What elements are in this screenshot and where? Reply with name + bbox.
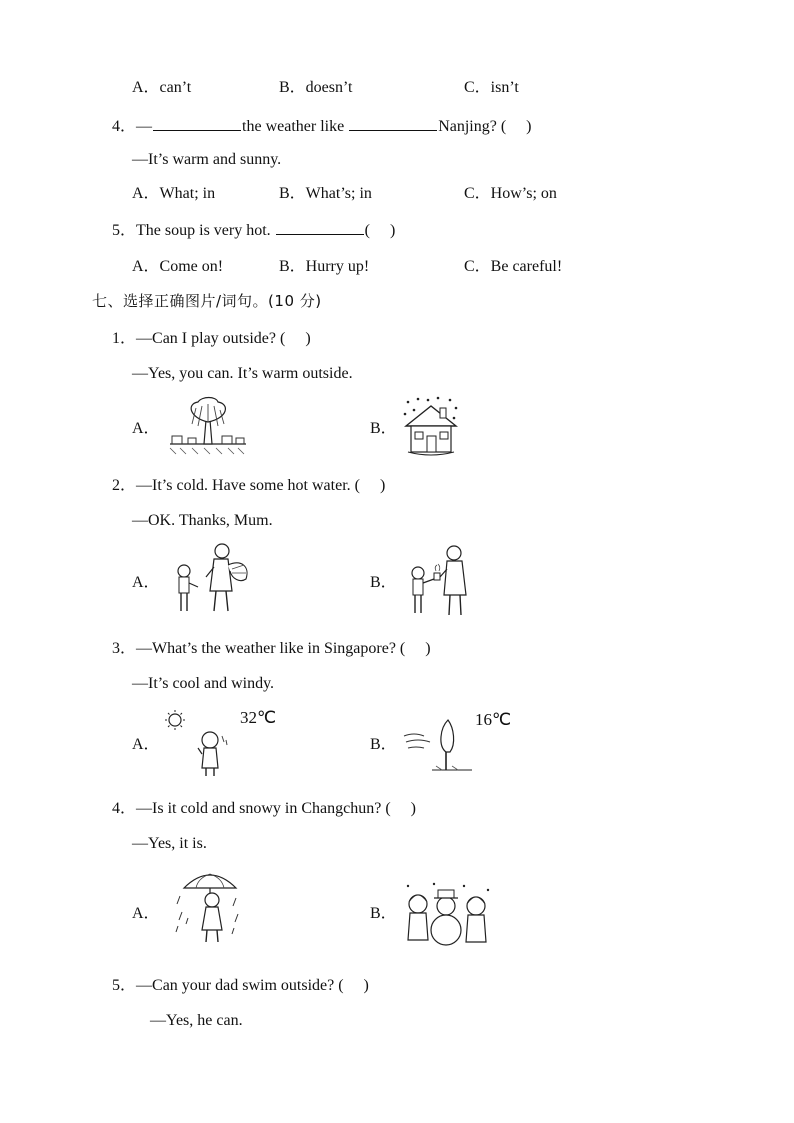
question-text: Nanjing? [438, 118, 497, 135]
question-text: —Can I play outside? ( ) [136, 330, 311, 347]
mother-gives-hot-water-picture[interactable] [406, 543, 472, 622]
question-number: 5． [112, 222, 137, 239]
question-number: 5． [112, 977, 137, 994]
option-c: C．How’s; on [464, 185, 557, 202]
option-b: B．Hurry up! [279, 258, 370, 275]
question-text: —Is it cold and snowy in Changchun? ( ) [136, 800, 416, 817]
reply-text: —Yes, you can. It’s warm outside. [132, 365, 353, 382]
option-a-label: A． [132, 574, 160, 591]
option-c: C．Be careful! [464, 258, 563, 275]
reply-text: —Yes, it is. [132, 835, 207, 852]
windy-tree-picture[interactable] [402, 716, 476, 779]
reply-text: —OK. Thanks, Mum. [132, 512, 273, 529]
section-heading: 七、选择正确图片/词句。(10 分) [92, 292, 322, 310]
sun-hot-girl-picture[interactable] [164, 708, 234, 783]
children-snowman-picture[interactable] [404, 880, 492, 953]
question-number: 4． [112, 800, 137, 817]
dash: — [136, 118, 153, 135]
s7-question-4 [112, 799, 416, 819]
answer-blank[interactable] [349, 116, 437, 131]
answer-blank[interactable] [276, 220, 364, 235]
temperature-label: 16℃ [475, 710, 512, 729]
s7-question-5 [112, 976, 369, 996]
question-text: —What’s the weather like in Singapore? ( ) [136, 640, 431, 657]
answer-paren[interactable]: ( ) [500, 118, 532, 135]
girl-with-umbrella-rain-picture[interactable] [176, 868, 242, 951]
answer-blank[interactable] [153, 116, 241, 131]
option-b-label: B． [370, 736, 397, 753]
snowy-house-picture[interactable] [402, 396, 460, 463]
tree-field-picture[interactable] [168, 398, 248, 461]
question-number: 4． [112, 118, 137, 135]
option-b: B．doesn’t [279, 79, 353, 96]
option-a: A．Come on! [132, 258, 224, 275]
option-a: A．What; in [132, 185, 216, 202]
mother-with-fan-picture[interactable] [170, 541, 256, 620]
question-text: —Can your dad swim outside? ( ) [136, 977, 369, 994]
option-a-label: A． [132, 736, 160, 753]
question-number: 1． [112, 330, 137, 347]
reply-text: —It’s cool and windy. [132, 675, 275, 692]
question-text: The soup is very hot. [136, 222, 271, 239]
reply-text: —It’s warm and sunny. [132, 151, 282, 168]
s7-question-2 [112, 476, 385, 496]
option-a: A．can’t [132, 79, 192, 96]
option-c: C．isn’t [464, 79, 519, 96]
option-b-label: B． [370, 420, 397, 437]
s7-question-1 [112, 329, 311, 349]
question-text: the weather like [242, 118, 345, 135]
option-b-label: B． [370, 905, 397, 922]
s7-question-3 [112, 639, 431, 659]
question-number: 3． [112, 640, 137, 657]
temperature-label: 32℃ [240, 708, 277, 727]
option-b: B．What’s; in [279, 185, 372, 202]
reply-text: —Yes, he can. [150, 1012, 243, 1029]
question-text: —It’s cold. Have some hot water. ( ) [136, 477, 386, 494]
option-a-label: A． [132, 420, 160, 437]
question-4 [112, 116, 532, 137]
option-b-label: B． [370, 574, 397, 591]
question-number: 2． [112, 477, 137, 494]
answer-paren[interactable]: ( ) [364, 222, 396, 239]
option-a-label: A． [132, 905, 160, 922]
question-5 [112, 220, 395, 241]
